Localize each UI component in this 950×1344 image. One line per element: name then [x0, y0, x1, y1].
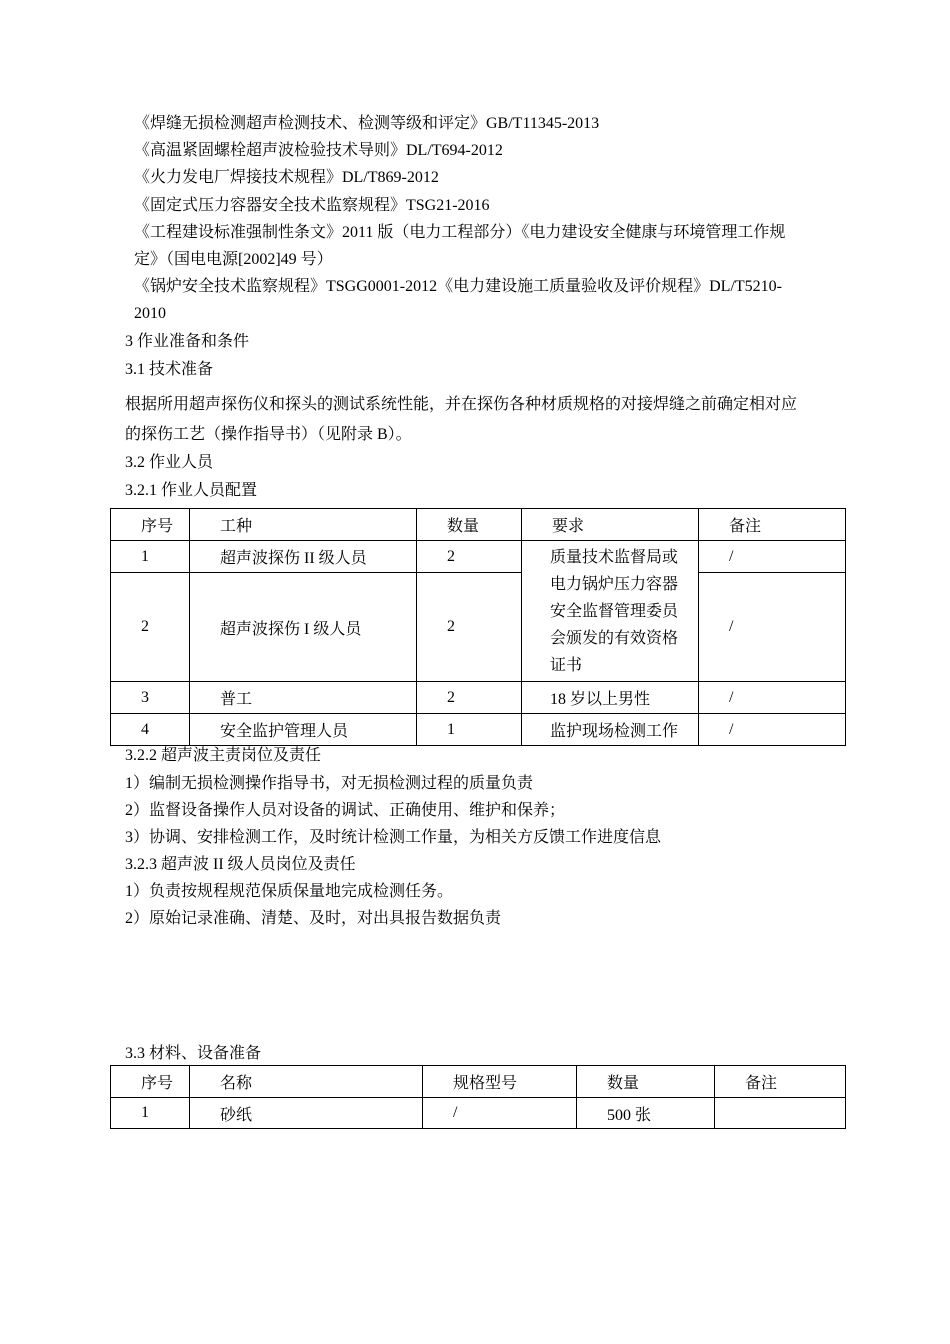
section-3-2-3-item-2: 2）原始记录准确、清楚、及时，对出具报告数据负责 — [125, 910, 502, 927]
merged-req-line: 电力锅炉压力容器 — [550, 575, 679, 593]
staff-row-4-qty: 1 — [417, 714, 522, 746]
materials-header-qty: 数量 — [577, 1066, 715, 1098]
staff-merged-requirement — [522, 541, 699, 682]
ref-line-6: 定》（国电电源[2002]49 号） — [134, 251, 333, 268]
staff-row-4-type: 安全监护管理人员 — [190, 714, 417, 746]
ref-line-3: 《火力发电厂焊接技术规程》DL/T869-2012 — [134, 169, 439, 186]
materials-table-header — [111, 1066, 846, 1098]
section-3-2-2-item-2: 2）监督设备操作人员对设备的调试、正确使用、维护和保养； — [125, 802, 566, 819]
materials-row-1-no: 1 — [111, 1098, 190, 1129]
section-3-2-2-item-3: 3）协调、安排检测工作，及时统计检测工作量，为相关方反馈工作进度信息 — [125, 829, 662, 846]
section-3-2-3-item-1: 1）负责按规程规范保质保量地完成检测任务。 — [125, 883, 454, 900]
ref-line-2: 《高温紧固螺栓超声波检验技术导则》DL/T694-2012 — [134, 142, 503, 159]
section-3-1-heading: 3.1 技术准备 — [125, 361, 214, 378]
materials-row-1-spec: / — [423, 1098, 577, 1129]
staff-row-4-note: / — [699, 714, 846, 746]
materials-header-note: 备注 — [715, 1066, 846, 1098]
materials-row-1-qty: 500 张 — [577, 1098, 715, 1129]
table-row — [111, 1098, 846, 1129]
staff-header-qty: 数量 — [417, 509, 522, 541]
staff-row-3-note: / — [699, 682, 846, 714]
materials-header-spec: 规格型号 — [423, 1066, 577, 1098]
merged-req-line: 安全监督管理委员 — [550, 602, 679, 620]
staff-row-1-qty: 2 — [417, 541, 522, 573]
section-3-1-paragraph-line-1: 根据所用超声探伤仪和探头的测试系统性能，并在探伤各种材质规格的对接焊缝之前确定相对应 — [125, 396, 798, 413]
section-3-2-2-item-1: 1）编制无损检测操作指导书，对无损检测过程的质量负责 — [125, 775, 534, 792]
section-3-1-paragraph-line-2: 的探伤工艺（操作指导书）（见附录 B）。 — [125, 426, 412, 443]
materials-row-1-note — [715, 1098, 846, 1129]
table-row — [111, 714, 846, 746]
staff-table — [110, 508, 846, 746]
merged-req-line: 会颁发的有效资格 — [550, 629, 679, 647]
staff-row-1-no: 1 — [111, 541, 190, 573]
staff-row-3-qty: 2 — [417, 682, 522, 714]
ref-line-1: 《焊缝无损检测超声检测技术、检测等级和评定》GB/T11345-2013 — [134, 115, 600, 132]
staff-row-2-type: 超声波探伤 I 级人员 — [190, 573, 417, 682]
section-3-2-heading: 3.2 作业人员 — [125, 454, 214, 471]
materials-header-name: 名称 — [190, 1066, 423, 1098]
staff-row-3-no: 3 — [111, 682, 190, 714]
staff-row-3-type: 普工 — [190, 682, 417, 714]
staff-header-no: 序号 — [111, 509, 190, 541]
section-3-heading: 3 作业准备和条件 — [125, 333, 250, 350]
table-row — [111, 573, 846, 682]
merged-req-line: 质量技术监督局或 — [550, 548, 679, 566]
ref-line-5: 《工程建设标准强制性条文》2011 版（电力工程部分）《电力建设安全健康与环境管理工作规 — [134, 224, 786, 241]
staff-row-1-type: 超声波探伤 II 级人员 — [190, 541, 417, 573]
staff-table-header — [111, 509, 846, 541]
staff-row-2-note: / — [699, 573, 846, 682]
table-row — [111, 682, 846, 714]
section-3-2-3-heading: 3.2.3 超声波 II 级人员岗位及责任 — [125, 856, 356, 873]
materials-row-1-name: 砂纸 — [190, 1098, 423, 1129]
section-3-2-1-heading: 3.2.1 作业人员配置 — [125, 482, 258, 499]
staff-row-2-no: 2 — [111, 573, 190, 682]
ref-line-4: 《固定式压力容器安全技术监察规程》TSG21-2016 — [134, 197, 490, 214]
staff-row-1-note: / — [699, 541, 846, 573]
staff-row-4-no: 4 — [111, 714, 190, 746]
section-3-2-2-heading: 3.2.2 超声波主责岗位及责任 — [125, 747, 322, 764]
staff-row-4-req: 监护现场检测工作 — [522, 714, 699, 746]
staff-header-note: 备注 — [699, 509, 846, 541]
section-3-3-heading: 3.3 材料、设备准备 — [125, 1045, 262, 1062]
materials-table — [110, 1065, 846, 1129]
staff-row-3-req: 18 岁以上男性 — [522, 682, 699, 714]
ref-line-7: 《锅炉安全技术监察规程》TSGG0001-2012《电力建设施工质量验收及评价规程》DL/T5210- — [134, 278, 782, 295]
materials-header-no: 序号 — [111, 1066, 190, 1098]
merged-req-line: 证书 — [550, 656, 583, 674]
ref-line-8: 2010 — [134, 305, 166, 322]
table-row — [111, 541, 846, 573]
staff-row-2-qty: 2 — [417, 573, 522, 682]
staff-header-req: 要求 — [522, 509, 699, 541]
staff-header-type: 工种 — [190, 509, 417, 541]
